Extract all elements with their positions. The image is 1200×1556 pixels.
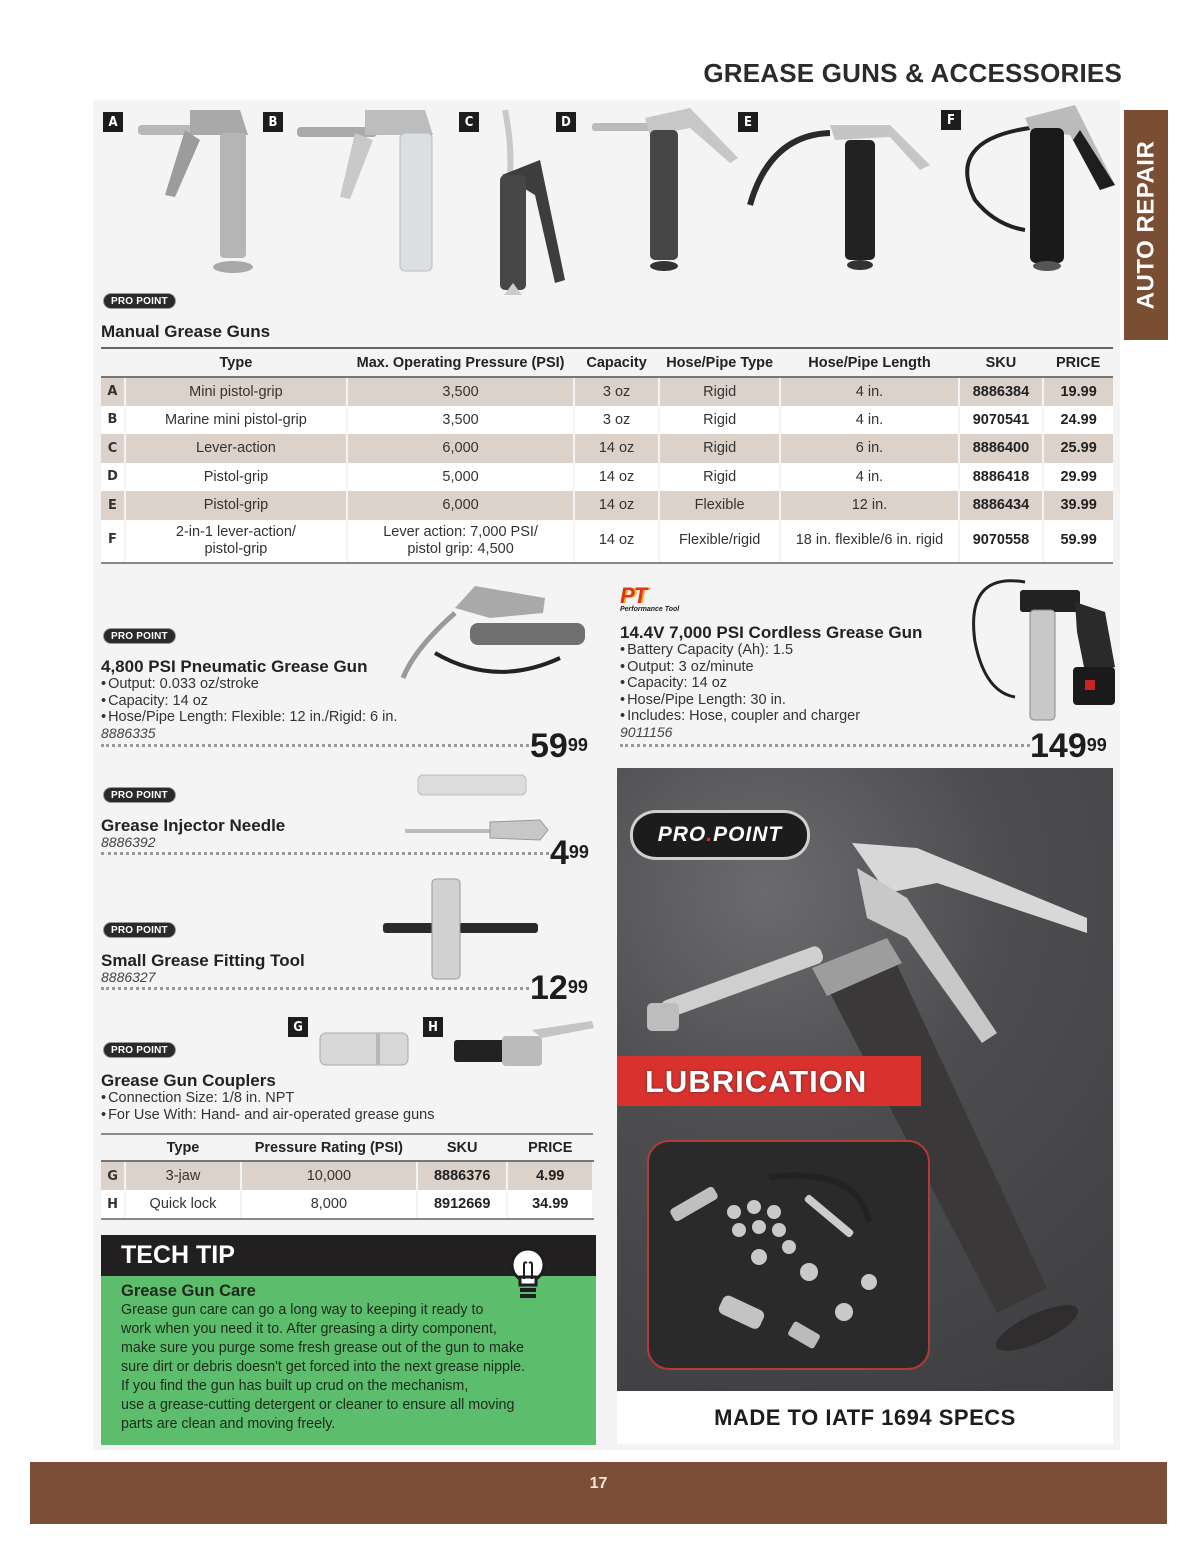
column-header-hose-length: Hose/Pipe Length — [780, 348, 958, 377]
cell-type: Marine mini pistol-grip — [125, 406, 347, 435]
cell-type — [125, 520, 347, 563]
small-grease-fitting-tool — [101, 951, 401, 985]
table-row — [101, 463, 1113, 492]
grease-gun-c-image — [490, 105, 570, 305]
page-number: 17 — [589, 1475, 608, 1492]
row-id: H — [101, 1190, 125, 1219]
table-row — [101, 1161, 593, 1190]
cell-price: 4.99 — [507, 1161, 593, 1190]
propoint-logo: PRO POINT — [103, 293, 176, 309]
row-id: B — [101, 406, 125, 435]
pneumatic-grease-gun — [101, 657, 541, 741]
product-price — [1030, 729, 1107, 763]
product-name: 4,800 PSI Pneumatic Grease Gun — [101, 657, 368, 676]
tech-tip-line: work when you need it to. After greasing a dirty component, — [121, 1321, 497, 1337]
product-name: Grease Gun Couplers — [101, 1071, 276, 1090]
row-id: E — [101, 491, 125, 520]
product-features — [101, 1090, 601, 1123]
column-header-pressure: Pressure Rating (PSI) — [241, 1134, 417, 1161]
grease-injector-needle — [101, 816, 401, 850]
cell-hose-type: Rigid — [659, 406, 780, 435]
product-features — [620, 642, 965, 725]
product-sku: 8886335 — [101, 724, 156, 741]
manual-grease-guns-table — [101, 347, 1113, 564]
cell-sku: 9070541 — [959, 406, 1044, 435]
cell-type: Pistol-grip — [125, 463, 347, 492]
tech-tip-line: Grease gun care can go a long way to keeping it ready to — [121, 1302, 484, 1318]
cell-capacity: 3 oz — [574, 406, 659, 435]
cell-capacity: 14 oz — [574, 491, 659, 520]
section-tab-auto-repair[interactable] — [1124, 110, 1168, 340]
cell-hose-type: Flexible/rigid — [659, 520, 780, 563]
feature-item: • Output: 3 oz/minute — [620, 659, 965, 676]
cell-hose-length: 18 in. flexible/6 in. rigid — [780, 520, 958, 563]
section-tab-label: AUTO REPAIR — [1132, 140, 1159, 310]
table-row — [101, 406, 1113, 435]
cell-pressure-line2: pistol grip: 4,500 — [407, 540, 514, 557]
cell-sku: 8886434 — [959, 491, 1044, 520]
tech-tip-line: sure dirt or debris doesn't get forced into the next grease nipple. — [121, 1359, 526, 1375]
propoint-large-logo: PRO . POINT — [630, 810, 810, 860]
cell-price: 34.99 — [507, 1190, 593, 1219]
price-cents: 99 — [1086, 735, 1107, 755]
tech-tip-line: If you find the gun has built up crud on the mechanism, — [121, 1378, 469, 1394]
cell-type-line2: pistol-grip — [204, 540, 268, 557]
coupler-g-image — [318, 1030, 410, 1070]
cell-type: 3-jaw — [125, 1161, 241, 1190]
column-header-capacity: Capacity — [574, 348, 659, 377]
feature-item: • Capacity: 14 oz — [620, 675, 965, 692]
fittings-kit-image — [647, 1140, 930, 1370]
row-id: A — [101, 377, 125, 406]
column-header-id — [101, 1134, 125, 1161]
feature-item: • Connection Size: 1/8 in. NPT — [101, 1090, 601, 1107]
table-row — [101, 434, 1113, 463]
page-footer — [30, 1462, 1167, 1524]
grease-fittings-illustration — [649, 1142, 932, 1372]
cell-sku: 9070558 — [959, 520, 1044, 563]
cell-hose-type: Rigid — [659, 463, 780, 492]
lubrication-promo-panel — [617, 768, 1113, 1444]
price-cents: 99 — [567, 977, 588, 997]
cordless-grease-gun-image — [965, 572, 1115, 727]
pt-logo-text: Performance Tool — [620, 606, 680, 613]
cell-pressure: 10,000 — [241, 1161, 417, 1190]
cell-price: 25.99 — [1043, 434, 1113, 463]
price-dollars: 149 — [1030, 727, 1087, 765]
product-name: Small Grease Fitting Tool — [101, 951, 305, 970]
row-id: G — [101, 1161, 125, 1190]
badge-h: H — [423, 1017, 443, 1037]
row-id: F — [101, 520, 125, 563]
cell-price: 29.99 — [1043, 463, 1113, 492]
lubrication-banner: LUBRICATION — [617, 1056, 921, 1106]
product-name: Grease Injector Needle — [101, 816, 286, 835]
cordless-grease-gun — [620, 623, 965, 740]
feature-item: • Hose/Pipe Length: 30 in. — [620, 692, 965, 709]
table-row — [101, 377, 1113, 406]
dotted-leader — [620, 744, 1030, 747]
table-row — [101, 1190, 593, 1219]
badge-e: E — [738, 112, 758, 132]
price-cents: 99 — [568, 842, 589, 862]
product-sku: 9011156 — [620, 723, 673, 740]
grease-fitting-tool-image — [380, 876, 540, 981]
product-price — [550, 836, 589, 870]
badge-g: G — [288, 1017, 308, 1037]
cell-hose-type: Rigid — [659, 377, 780, 406]
row-id: C — [101, 434, 125, 463]
column-header-id — [101, 348, 125, 377]
product-sku: 8886392 — [101, 834, 156, 850]
cell-pressure: 3,500 — [347, 406, 574, 435]
column-header-price: PRICE — [507, 1134, 593, 1161]
cell-pressure-line1: Lever action: 7,000 PSI/ — [383, 523, 538, 540]
grease-gun-couplers — [101, 1071, 601, 1123]
cell-pressure: 6,000 — [347, 434, 574, 463]
cell-hose-type: Rigid — [659, 434, 780, 463]
badge-f: F — [941, 110, 961, 130]
feature-item: • Capacity: 14 oz — [101, 693, 541, 710]
table-header-row — [101, 348, 1113, 377]
propoint-logo: PRO POINT — [103, 1042, 176, 1058]
cell-hose-length: 12 in. — [780, 491, 958, 520]
page-title: GREASE GUNS & ACCESSORIES — [703, 58, 1122, 88]
badge-a: A — [103, 112, 123, 132]
cell-hose-type: Flexible — [659, 491, 780, 520]
feature-item: • Includes: Hose, coupler and charger — [620, 708, 965, 725]
column-header-type: Type — [125, 348, 347, 377]
promo-image — [617, 768, 1113, 1391]
table-row — [101, 520, 1113, 563]
row-id: D — [101, 463, 125, 492]
cell-sku: 8886384 — [959, 377, 1044, 406]
couplers-table — [101, 1133, 594, 1220]
column-header-sku: SKU — [417, 1134, 508, 1161]
tech-tip-subtitle: Grease Gun Care — [121, 1282, 256, 1300]
feature-item: • Output: 0.033 oz/stroke — [101, 676, 541, 693]
column-header-pressure: Max. Operating Pressure (PSI) — [347, 348, 574, 377]
tech-tip-line: make sure you purge some fresh grease out of the gun to make — [121, 1340, 524, 1356]
grease-gun-b-image — [295, 105, 440, 280]
grease-gun-d-image — [590, 108, 740, 278]
product-price — [530, 971, 588, 1005]
cell-type-line1: 2-in-1 lever-action/ — [175, 523, 296, 540]
table-header-row — [101, 1134, 593, 1161]
column-header-hose-type: Hose/Pipe Type — [659, 348, 780, 377]
cell-price: 39.99 — [1043, 491, 1113, 520]
dotted-leader — [101, 852, 549, 855]
cell-pressure: 8,000 — [241, 1190, 417, 1219]
cell-pressure: 3,500 — [347, 377, 574, 406]
grease-gun-a-image — [130, 105, 260, 280]
cell-capacity: 3 oz — [574, 377, 659, 406]
cell-type: Mini pistol-grip — [125, 377, 347, 406]
tech-tip-header: TECH TIP — [101, 1235, 596, 1276]
cell-capacity: 14 oz — [574, 434, 659, 463]
propoint-logo: PRO POINT — [103, 628, 176, 644]
price-cents: 99 — [567, 735, 588, 755]
cell-sku: 8886376 — [417, 1161, 508, 1190]
price-dollars: 12 — [530, 969, 568, 1007]
promo-caption: MADE TO IATF 1694 SPECS — [714, 1405, 1016, 1430]
grease-injector-needle-image — [400, 772, 555, 847]
cell-pressure: 6,000 — [347, 491, 574, 520]
performance-tool-logo — [620, 583, 700, 613]
propoint-logo: PRO POINT — [103, 787, 176, 803]
product-features — [101, 676, 541, 726]
badge-b: B — [263, 112, 283, 132]
cell-type: Pistol-grip — [125, 491, 347, 520]
cell-price: 19.99 — [1043, 377, 1113, 406]
cell-type: Lever-action — [125, 434, 347, 463]
column-header-price: PRICE — [1043, 348, 1113, 377]
pt-logo-mark: PT — [620, 583, 647, 608]
tech-tip-line: use a grease-cutting detergent or cleaner to ensure all moving — [121, 1397, 515, 1413]
cell-capacity: 14 oz — [574, 463, 659, 492]
dotted-leader — [101, 987, 529, 990]
cell-pressure — [347, 520, 574, 563]
grease-gun-f-image — [955, 100, 1120, 275]
cell-type: Quick lock — [125, 1190, 241, 1219]
coupler-h-image — [452, 1018, 597, 1073]
product-sku: 8886327 — [101, 969, 156, 985]
cell-pressure: 5,000 — [347, 463, 574, 492]
cell-capacity: 14 oz — [574, 520, 659, 563]
cell-sku: 8912669 — [417, 1190, 508, 1219]
price-dollars: 4 — [550, 834, 569, 872]
tech-tip-line: parts are clean and moving freely. — [121, 1416, 336, 1432]
propoint-logo: PRO POINT — [103, 922, 176, 938]
cell-price: 24.99 — [1043, 406, 1113, 435]
badge-c: C — [459, 112, 479, 132]
dotted-leader — [101, 744, 529, 747]
table-row — [101, 491, 1113, 520]
column-header-type: Type — [125, 1134, 241, 1161]
cell-sku: 8886418 — [959, 463, 1044, 492]
tech-tip-text — [121, 1301, 576, 1434]
cell-hose-length: 4 in. — [780, 463, 958, 492]
feature-item: • For Use With: Hand- and air-operated grease guns — [101, 1107, 601, 1124]
cell-sku: 8886400 — [959, 434, 1044, 463]
cell-hose-length: 6 in. — [780, 434, 958, 463]
column-header-sku: SKU — [959, 348, 1044, 377]
feature-item: • Battery Capacity (Ah): 1.5 — [620, 642, 965, 659]
product-price — [530, 729, 588, 763]
cell-hose-length: 4 in. — [780, 406, 958, 435]
grease-gun-e-image — [740, 105, 935, 275]
cell-price: 59.99 — [1043, 520, 1113, 563]
cell-hose-length: 4 in. — [780, 377, 958, 406]
badge-d: D — [556, 112, 576, 132]
feature-item: • Hose/Pipe Length: Flexible: 12 in./Rigid: 6 in. — [101, 709, 541, 726]
product-name: 14.4V 7,000 PSI Cordless Grease Gun — [620, 623, 923, 642]
price-dollars: 59 — [530, 727, 568, 765]
manual-grease-guns-title: Manual Grease Guns — [101, 322, 271, 341]
lightbulb-icon — [508, 1247, 548, 1307]
